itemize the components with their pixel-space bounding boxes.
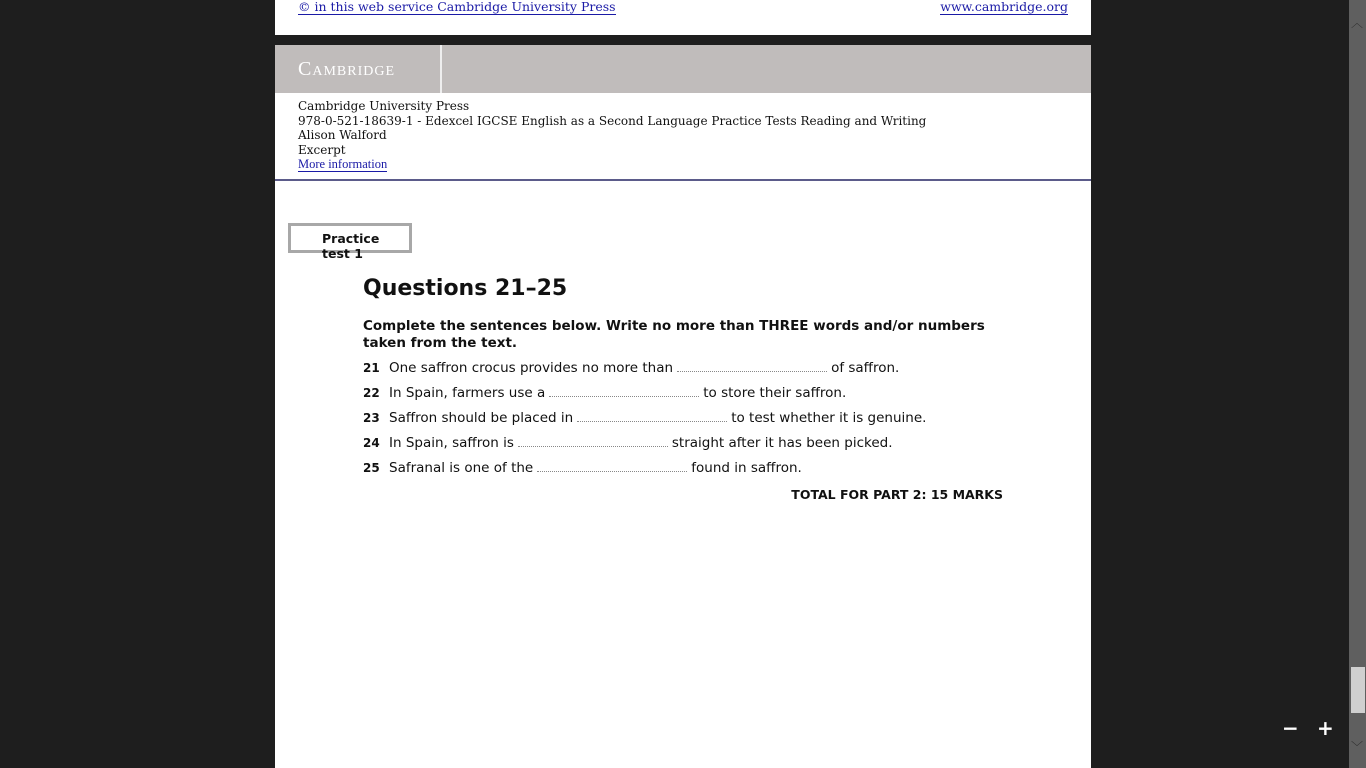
answer-blank (549, 387, 699, 397)
more-information-link[interactable]: More information (298, 157, 388, 171)
scroll-down-icon[interactable]: ﹀ (1351, 740, 1364, 754)
question-25 (363, 460, 802, 476)
banner-separator (440, 45, 442, 93)
question-number: 23 (363, 411, 380, 425)
practice-test-label: Practice test 1 (288, 223, 412, 253)
question-22 (363, 385, 846, 401)
question-number: 21 (363, 361, 380, 375)
scroll-up-icon[interactable]: ︿ (1351, 16, 1364, 30)
cambridge-banner (275, 45, 1091, 93)
question-text: One saffron crocus provides no more than (389, 360, 674, 376)
copyright-link[interactable]: © in this web service Cambridge University Press (298, 0, 616, 14)
answer-blank (577, 412, 727, 422)
question-text-end: straight after it has been picked. (671, 435, 893, 451)
zoom-in-button[interactable]: + (1317, 716, 1334, 740)
question-text-end: to test whether it is genuine. (731, 410, 927, 426)
question-number: 25 (363, 461, 380, 475)
scrollbar[interactable] (1349, 0, 1366, 768)
question-21 (363, 360, 899, 376)
instructions: Complete the sentences below. Write no more than THREE words and/or numbers taken from the text. (363, 318, 985, 351)
header-rule (275, 179, 1091, 181)
questions-heading: Questions 21–25 (363, 276, 568, 301)
document-page (275, 0, 1091, 768)
divider-bar (275, 35, 1091, 45)
question-text: In Spain, farmers use a (389, 385, 546, 401)
cambridge-logo: Cambridge (298, 58, 396, 80)
question-text-end: to store their saffron. (703, 385, 847, 401)
book-title: 978-0-521-18639-1 - Edexcel IGCSE English as a Second Language Practice Tests Reading and Writing (298, 113, 927, 128)
question-number: 22 (363, 386, 380, 400)
question-number: 24 (363, 436, 380, 450)
scrollbar-thumb[interactable] (1351, 667, 1365, 713)
book-info (298, 99, 926, 172)
answer-blank (537, 462, 687, 472)
question-24 (363, 435, 893, 451)
publisher: Cambridge University Press (298, 99, 470, 113)
answer-blank (518, 437, 668, 447)
author: Alison Walford (298, 128, 387, 142)
question-text-end: of saffron. (831, 360, 900, 376)
zoom-out-button[interactable]: − (1282, 716, 1299, 740)
total-marks: TOTAL FOR PART 2: 15 MARKS (791, 487, 1003, 502)
excerpt-label: Excerpt (298, 142, 346, 157)
question-text: In Spain, saffron is (389, 435, 514, 451)
cambridge-site-link[interactable]: www.cambridge.org (940, 0, 1068, 14)
question-text: Saffron should be placed in (389, 410, 574, 426)
question-text: Safranal is one of the (389, 460, 534, 476)
answer-blank (677, 362, 827, 372)
question-23 (363, 410, 926, 426)
question-text-end: found in saffron. (691, 460, 802, 476)
